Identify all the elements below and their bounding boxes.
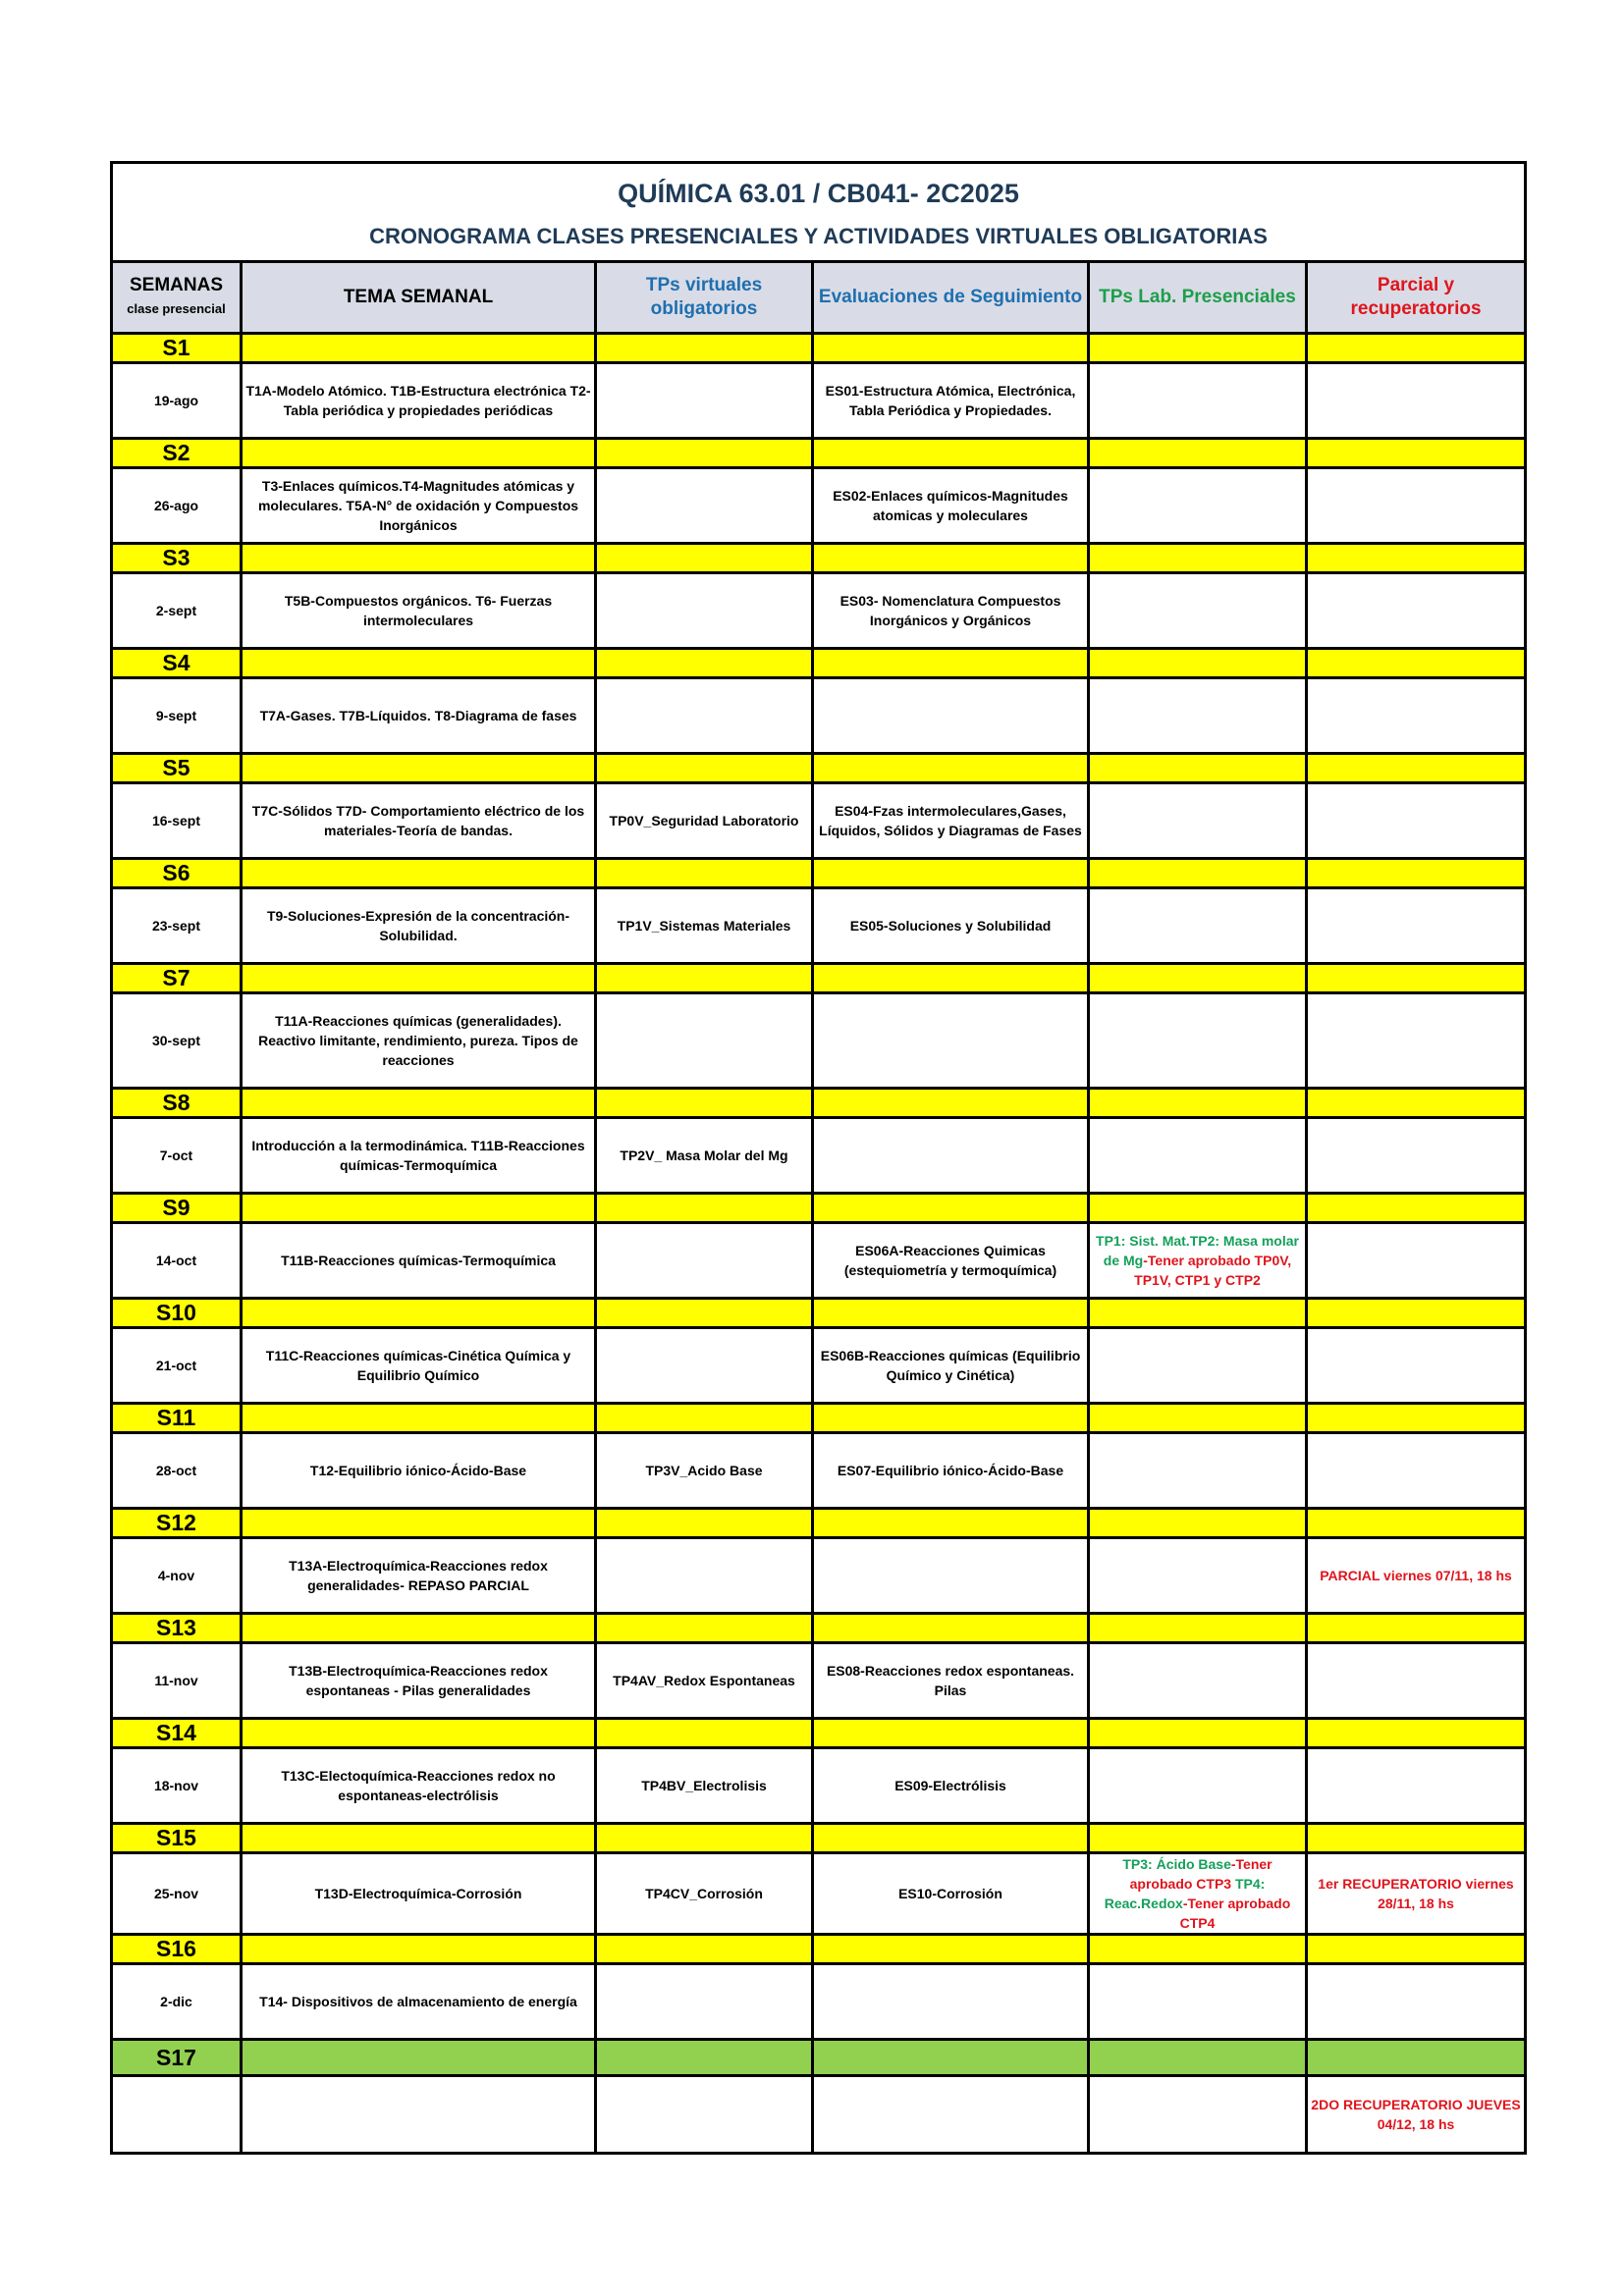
- week-evaluacion: ES01-Estructura Atómica, Electrónica, Tabla Periódica y Propiedades.: [813, 363, 1089, 439]
- week-label: S10: [112, 1299, 242, 1328]
- week-parcial: [1307, 363, 1526, 439]
- week-tp-lab: [1089, 2076, 1307, 2154]
- week-band-cell: [813, 1194, 1089, 1223]
- week-tema: [242, 2076, 596, 2154]
- week-band-row: [112, 1404, 1526, 1433]
- week-band-cell: [596, 1404, 813, 1433]
- col-header-parcial: Parcial y recuperatorios: [1307, 262, 1526, 334]
- week-band-cell: [1307, 1935, 1526, 1964]
- col-header-tps-virtuales: TPs virtuales obligatorios: [596, 262, 813, 334]
- week-tp-virtual: TP4AV_Redox Espontaneas: [596, 1643, 813, 1719]
- week-tema: T3-Enlaces químicos.T4-Magnitudes atómicas y moleculares. T5A-N° de oxidación y Compuestos Inorgánicos: [242, 468, 596, 544]
- week-parcial: 2DO RECUPERATORIO JUEVES 04/12, 18 hs: [1307, 2076, 1526, 2154]
- week-date: [112, 2076, 242, 2154]
- week-band-cell: [596, 1719, 813, 1748]
- col-header-semanas-label: SEMANAS: [129, 275, 223, 295]
- week-row: [112, 1748, 1526, 1824]
- week-band-cell: [242, 754, 596, 783]
- week-band-cell: [1089, 964, 1307, 993]
- week-band-cell: [1089, 1509, 1307, 1538]
- week-band-cell: [596, 1299, 813, 1328]
- week-row: [112, 468, 1526, 544]
- week-band-row: [112, 544, 1526, 573]
- week-tema: T7A-Gases. T7B-Líquidos. T8-Diagrama de fases: [242, 678, 596, 754]
- week-band-cell: [1089, 439, 1307, 468]
- week-band-row: [112, 2040, 1526, 2076]
- week-parcial: [1307, 1328, 1526, 1404]
- week-tema: T13B-Electroquímica-Reacciones redox espontaneas - Pilas generalidades: [242, 1643, 596, 1719]
- week-tp-virtual: [596, 363, 813, 439]
- week-band-cell: [813, 334, 1089, 363]
- week-band-cell: [1089, 859, 1307, 888]
- week-band-cell: [242, 649, 596, 678]
- week-tp-virtual: [596, 1223, 813, 1299]
- week-tp-lab: [1089, 468, 1307, 544]
- week-evaluacion: ES10-Corrosión: [813, 1853, 1089, 1935]
- week-band-cell: [596, 544, 813, 573]
- week-tp-lab: [1089, 678, 1307, 754]
- week-label: S14: [112, 1719, 242, 1748]
- week-band-cell: [596, 859, 813, 888]
- week-row: [112, 363, 1526, 439]
- week-date: 9-sept: [112, 678, 242, 754]
- column-header-row: [112, 262, 1526, 334]
- week-band-cell: [1307, 1194, 1526, 1223]
- week-band-cell: [1307, 1509, 1526, 1538]
- week-band-cell: [813, 1404, 1089, 1433]
- week-evaluacion: ES06A-Reacciones Quimicas (estequiometría y termoquímica): [813, 1223, 1089, 1299]
- week-tp-lab: [1089, 1118, 1307, 1194]
- col-header-semanas: [112, 262, 242, 334]
- week-label: S3: [112, 544, 242, 573]
- week-tp-lab: [1089, 1643, 1307, 1719]
- week-band-row: [112, 859, 1526, 888]
- week-row: [112, 1433, 1526, 1509]
- week-band-cell: [1307, 334, 1526, 363]
- week-evaluacion: [813, 1538, 1089, 1614]
- week-tp-virtual: TP2V_ Masa Molar del Mg: [596, 1118, 813, 1194]
- week-band-cell: [1307, 649, 1526, 678]
- week-tp-lab: [1089, 888, 1307, 964]
- week-band-cell: [1307, 1089, 1526, 1118]
- week-evaluacion: [813, 1118, 1089, 1194]
- week-band-cell: [242, 1509, 596, 1538]
- week-label: S9: [112, 1194, 242, 1223]
- week-tema: Introducción a la termodinámica. T11B-Reacciones químicas-Termoquímica: [242, 1118, 596, 1194]
- week-tp-lab: [1089, 1223, 1307, 1299]
- week-label: S8: [112, 1089, 242, 1118]
- week-parcial: [1307, 888, 1526, 964]
- week-date: 25-nov: [112, 1853, 242, 1935]
- week-band-row: [112, 1719, 1526, 1748]
- week-date: 7-oct: [112, 1118, 242, 1194]
- week-band-row: [112, 754, 1526, 783]
- week-row: [112, 678, 1526, 754]
- week-parcial: [1307, 783, 1526, 859]
- week-band-cell: [1089, 1935, 1307, 1964]
- week-tema: T11B-Reacciones químicas-Termoquímica: [242, 1223, 596, 1299]
- week-parcial: [1307, 993, 1526, 1089]
- week-date: 16-sept: [112, 783, 242, 859]
- week-band-cell: [813, 439, 1089, 468]
- col-header-semanas-sub: clase presencial: [127, 301, 226, 316]
- week-evaluacion: [813, 2076, 1089, 2154]
- week-parcial: [1307, 1748, 1526, 1824]
- week-band-cell: [242, 334, 596, 363]
- week-tp-virtual: [596, 678, 813, 754]
- week-band-cell: [1089, 1194, 1307, 1223]
- week-band-cell: [1307, 544, 1526, 573]
- document-subtitle: CRONOGRAMA CLASES PRESENCIALES Y ACTIVIDADES VIRTUALES OBLIGATORIAS: [112, 217, 1526, 262]
- week-band-cell: [242, 1299, 596, 1328]
- week-band-cell: [596, 754, 813, 783]
- week-band-cell: [1307, 1299, 1526, 1328]
- week-tema: T13C-Electoquímica-Reacciones redox no espontaneas-electrólisis: [242, 1748, 596, 1824]
- week-label: S17: [112, 2040, 242, 2076]
- week-row: [112, 1643, 1526, 1719]
- week-tema: T7C-Sólidos T7D- Comportamiento eléctrico de los materiales-Teoría de bandas.: [242, 783, 596, 859]
- lab-note-segment: -Tener aprobado CTP3: [1129, 1856, 1272, 1892]
- week-date: 30-sept: [112, 993, 242, 1089]
- week-label: S7: [112, 964, 242, 993]
- week-band-cell: [596, 1824, 813, 1853]
- week-band-cell: [242, 1194, 596, 1223]
- lab-note-segment: TP4: Reac.Redox: [1104, 1876, 1266, 1911]
- week-band-cell: [596, 1194, 813, 1223]
- week-tp-lab: [1089, 1328, 1307, 1404]
- week-label: S6: [112, 859, 242, 888]
- week-tema: T14- Dispositivos de almacenamiento de energía: [242, 1964, 596, 2040]
- week-parcial: [1307, 1964, 1526, 2040]
- week-row: [112, 1118, 1526, 1194]
- week-label: S16: [112, 1935, 242, 1964]
- week-band-cell: [813, 1614, 1089, 1643]
- week-row: [112, 783, 1526, 859]
- week-band-row: [112, 964, 1526, 993]
- week-date: 23-sept: [112, 888, 242, 964]
- week-date: 4-nov: [112, 1538, 242, 1614]
- week-date: 26-ago: [112, 468, 242, 544]
- lab-note-segment: TP3: Ácido Base: [1122, 1856, 1231, 1872]
- week-band-cell: [596, 334, 813, 363]
- week-band-cell: [813, 1824, 1089, 1853]
- week-tp-virtual: [596, 2076, 813, 2154]
- week-evaluacion: [813, 993, 1089, 1089]
- week-band-cell: [813, 859, 1089, 888]
- week-tema: T13A-Electroquímica-Reacciones redox generalidades- REPASO PARCIAL: [242, 1538, 596, 1614]
- week-tp-lab: [1089, 1748, 1307, 1824]
- week-date: 2-dic: [112, 1964, 242, 2040]
- week-band-row: [112, 1509, 1526, 1538]
- week-band-cell: [242, 1935, 596, 1964]
- week-band-cell: [1307, 1614, 1526, 1643]
- week-row: [112, 2076, 1526, 2154]
- week-band-row: [112, 439, 1526, 468]
- week-tp-lab: [1089, 1964, 1307, 2040]
- week-date: 11-nov: [112, 1643, 242, 1719]
- week-band-cell: [1089, 754, 1307, 783]
- week-band-cell: [1307, 2040, 1526, 2076]
- week-band-cell: [1089, 1719, 1307, 1748]
- week-band-row: [112, 1935, 1526, 1964]
- week-evaluacion: ES05-Soluciones y Solubilidad: [813, 888, 1089, 964]
- week-label: S1: [112, 334, 242, 363]
- week-parcial: [1307, 678, 1526, 754]
- week-tema: T12-Equilibrio iónico-Ácido-Base: [242, 1433, 596, 1509]
- week-band-cell: [1089, 1404, 1307, 1433]
- week-evaluacion: ES06B-Reacciones químicas (Equilibrio Químico y Cinética): [813, 1328, 1089, 1404]
- week-band-cell: [1089, 334, 1307, 363]
- week-band-cell: [1089, 649, 1307, 678]
- week-band-cell: [813, 754, 1089, 783]
- week-date: 21-oct: [112, 1328, 242, 1404]
- week-row: [112, 888, 1526, 964]
- week-band-cell: [1089, 2040, 1307, 2076]
- week-row: [112, 573, 1526, 649]
- week-parcial: 1er RECUPERATORIO viernes 28/11, 18 hs: [1307, 1853, 1526, 1935]
- week-tp-virtual: [596, 573, 813, 649]
- week-band-cell: [1307, 964, 1526, 993]
- week-tp-virtual: TP0V_Seguridad Laboratorio: [596, 783, 813, 859]
- week-row: [112, 1538, 1526, 1614]
- week-band-cell: [242, 964, 596, 993]
- week-tp-lab: [1089, 1433, 1307, 1509]
- week-tp-lab: [1089, 1853, 1307, 1935]
- week-tp-virtual: [596, 1538, 813, 1614]
- week-parcial: [1307, 1433, 1526, 1509]
- week-band-cell: [813, 1719, 1089, 1748]
- week-row: [112, 993, 1526, 1089]
- week-band-cell: [242, 1719, 596, 1748]
- week-band-cell: [596, 964, 813, 993]
- week-band-row: [112, 1299, 1526, 1328]
- week-band-cell: [1307, 1404, 1526, 1433]
- week-label: S11: [112, 1404, 242, 1433]
- week-tp-virtual: [596, 993, 813, 1089]
- week-band-cell: [813, 1089, 1089, 1118]
- week-band-row: [112, 1194, 1526, 1223]
- week-band-cell: [1089, 1089, 1307, 1118]
- week-band-row: [112, 1089, 1526, 1118]
- week-band-row: [112, 334, 1526, 363]
- week-band-cell: [1307, 439, 1526, 468]
- week-tp-virtual: TP1V_Sistemas Materiales: [596, 888, 813, 964]
- week-band-cell: [242, 1404, 596, 1433]
- week-band-cell: [813, 649, 1089, 678]
- week-row: [112, 1223, 1526, 1299]
- week-tema: T13D-Electroquímica-Corrosión: [242, 1853, 596, 1935]
- week-tema: T5B-Compuestos orgánicos. T6- Fuerzas intermoleculares: [242, 573, 596, 649]
- week-band-cell: [813, 1299, 1089, 1328]
- week-tema: T11A-Reacciones químicas (generalidades). Reactivo limitante, rendimiento, pureza. Tipos de reacciones: [242, 993, 596, 1089]
- week-band-cell: [596, 2040, 813, 2076]
- week-label: S12: [112, 1509, 242, 1538]
- week-tema: T1A-Modelo Atómico. T1B-Estructura electrónica T2-Tabla periódica y propiedades periódicas: [242, 363, 596, 439]
- week-tp-lab: [1089, 993, 1307, 1089]
- week-evaluacion: ES02-Enlaces químicos-Magnitudes atomicas y moleculares: [813, 468, 1089, 544]
- week-band-row: [112, 1614, 1526, 1643]
- lab-note-segment: TP1: Sist. Mat.TP2: Masa molar de Mg: [1096, 1233, 1299, 1268]
- week-band-cell: [596, 649, 813, 678]
- week-label: S13: [112, 1614, 242, 1643]
- week-tp-lab: [1089, 573, 1307, 649]
- week-parcial: [1307, 1223, 1526, 1299]
- lab-note-segment: -Tener aprobado CTP4: [1179, 1896, 1291, 1931]
- week-row: [112, 1964, 1526, 2040]
- week-tp-lab: [1089, 783, 1307, 859]
- col-header-tps-lab: TPs Lab. Presenciales: [1089, 262, 1307, 334]
- week-band-row: [112, 649, 1526, 678]
- week-band-cell: [1089, 1824, 1307, 1853]
- week-band-cell: [1307, 1719, 1526, 1748]
- week-evaluacion: [813, 1964, 1089, 2040]
- week-band-cell: [1307, 859, 1526, 888]
- schedule-table: [110, 161, 1527, 2155]
- week-tp-virtual: TP4CV_Corrosión: [596, 1853, 813, 1935]
- week-band-cell: [1089, 544, 1307, 573]
- week-band-cell: [242, 2040, 596, 2076]
- week-date: 19-ago: [112, 363, 242, 439]
- week-label: S5: [112, 754, 242, 783]
- week-evaluacion: ES03- Nomenclatura Compuestos Inorgánicos y Orgánicos: [813, 573, 1089, 649]
- week-evaluacion: ES07-Equilibrio iónico-Ácido-Base: [813, 1433, 1089, 1509]
- week-band-cell: [813, 544, 1089, 573]
- week-parcial: [1307, 468, 1526, 544]
- week-band-cell: [1089, 1614, 1307, 1643]
- week-band-row: [112, 1824, 1526, 1853]
- week-band-cell: [242, 544, 596, 573]
- week-band-cell: [596, 1089, 813, 1118]
- week-date: 2-sept: [112, 573, 242, 649]
- week-band-cell: [242, 859, 596, 888]
- week-band-cell: [813, 2040, 1089, 2076]
- week-row: [112, 1853, 1526, 1935]
- week-band-cell: [813, 1509, 1089, 1538]
- week-tp-lab: [1089, 1538, 1307, 1614]
- week-band-cell: [596, 1614, 813, 1643]
- week-band-cell: [1307, 754, 1526, 783]
- week-evaluacion: ES08-Reacciones redox espontaneas. Pilas: [813, 1643, 1089, 1719]
- week-label: S15: [112, 1824, 242, 1853]
- week-row: [112, 1328, 1526, 1404]
- week-tp-virtual: [596, 468, 813, 544]
- col-header-evaluaciones: Evaluaciones de Seguimiento: [813, 262, 1089, 334]
- week-band-cell: [596, 439, 813, 468]
- week-tp-virtual: TP4BV_Electrolisis: [596, 1748, 813, 1824]
- lab-note-segment: -Tener aprobado TP0V, TP1V, CTP1 y CTP2: [1134, 1253, 1292, 1288]
- week-tp-virtual: TP3V_Acido Base: [596, 1433, 813, 1509]
- week-band-cell: [596, 1935, 813, 1964]
- week-parcial: [1307, 1118, 1526, 1194]
- week-band-cell: [1307, 1824, 1526, 1853]
- col-header-tema: TEMA SEMANAL: [242, 262, 596, 334]
- week-date: 14-oct: [112, 1223, 242, 1299]
- schedule-sheet: [110, 161, 1524, 2155]
- week-band-cell: [242, 439, 596, 468]
- week-parcial: [1307, 1643, 1526, 1719]
- week-date: 28-oct: [112, 1433, 242, 1509]
- week-label: S2: [112, 439, 242, 468]
- week-tema: T11C-Reacciones químicas-Cinética Química y Equilibrio Químico: [242, 1328, 596, 1404]
- week-band-cell: [242, 1614, 596, 1643]
- week-tp-virtual: [596, 1964, 813, 2040]
- week-band-cell: [813, 1935, 1089, 1964]
- week-parcial: PARCIAL viernes 07/11, 18 hs: [1307, 1538, 1526, 1614]
- week-tp-lab: [1089, 363, 1307, 439]
- week-date: 18-nov: [112, 1748, 242, 1824]
- week-band-cell: [596, 1509, 813, 1538]
- week-parcial: [1307, 573, 1526, 649]
- week-evaluacion: ES09-Electrólisis: [813, 1748, 1089, 1824]
- week-band-cell: [242, 1824, 596, 1853]
- week-tp-virtual: [596, 1328, 813, 1404]
- week-band-cell: [242, 1089, 596, 1118]
- week-evaluacion: [813, 678, 1089, 754]
- week-label: S4: [112, 649, 242, 678]
- week-band-cell: [813, 964, 1089, 993]
- week-evaluacion: ES04-Fzas intermoleculares,Gases, Líquidos, Sólidos y Diagramas de Fases: [813, 783, 1089, 859]
- week-tema: T9-Soluciones-Expresión de la concentración-Solubilidad.: [242, 888, 596, 964]
- week-band-cell: [1089, 1299, 1307, 1328]
- document-title: QUÍMICA 63.01 / CB041- 2C2025: [112, 163, 1526, 218]
